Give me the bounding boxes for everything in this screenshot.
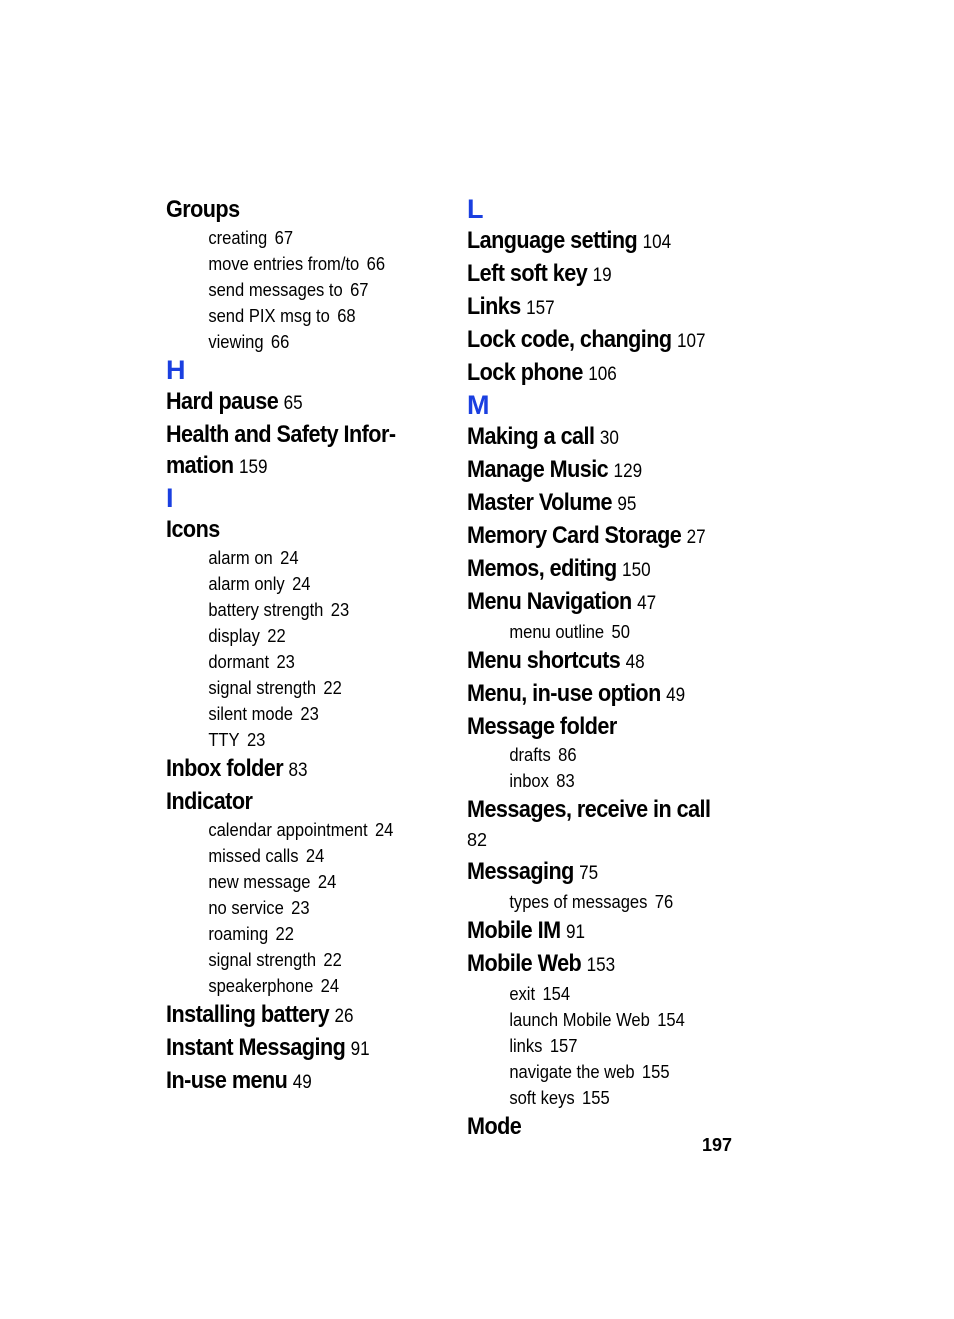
index-term: soft keys (509, 1088, 575, 1108)
index-page-ref: 24 (305, 846, 325, 866)
index-page-ref: 22 (323, 678, 342, 698)
index-page-ref: 24 (374, 820, 394, 840)
index-section-letter: I (166, 483, 174, 513)
index-page-ref: 24 (320, 976, 340, 996)
index-entry (467, 520, 737, 553)
index-entry (467, 454, 737, 487)
index-term: links (509, 1036, 543, 1056)
index-subentry (166, 303, 414, 329)
index-term: missed calls (208, 846, 299, 866)
index-entry (467, 1111, 737, 1142)
index-page-ref: 27 (686, 527, 706, 548)
index-page-ref: 91 (565, 922, 585, 943)
index-term: speakerphone (208, 976, 314, 996)
index-term: mation (166, 452, 234, 479)
index-entry (467, 915, 737, 948)
index-term: Making a call (467, 423, 595, 450)
index-term: Menu Navigation (467, 588, 632, 615)
index-page-ref: 106 (588, 364, 617, 385)
index-term: types of messages (509, 892, 648, 912)
index-page-ref: 19 (592, 265, 612, 286)
index-entry (166, 1065, 409, 1098)
index-subentry (166, 329, 414, 355)
index-page-ref: 75 (579, 863, 599, 884)
index-term: move entries from/to (208, 254, 360, 274)
index-subentry (166, 277, 414, 303)
index-entry (166, 419, 409, 450)
index-entry (467, 258, 737, 291)
index-page-ref: 150 (622, 560, 651, 581)
index-subentry (467, 1085, 743, 1111)
index-subentry (467, 742, 743, 768)
index-term: Messaging (467, 858, 574, 885)
index-entry (467, 487, 737, 520)
index-page-ref: 129 (613, 461, 643, 482)
index-term: TTY (208, 730, 240, 750)
index-subentry (467, 1033, 743, 1059)
index-term: battery strength (208, 600, 324, 620)
index-term: Memos, editing (467, 555, 617, 582)
index-term: Instant Messaging (166, 1034, 346, 1061)
index-entry (166, 753, 409, 786)
index-entry (467, 678, 737, 711)
index-page-ref: 153 (586, 955, 616, 976)
index-entry (467, 225, 737, 258)
index-term: Health and Safety Infor- (166, 421, 396, 448)
index-entry (166, 514, 409, 545)
index-entry-page: 82 (467, 830, 488, 850)
index-page-ref: 30 (599, 428, 619, 449)
index-entry (467, 357, 737, 390)
index-term: Menu, in-use option (467, 680, 661, 707)
index-term: drafts (509, 745, 551, 765)
index-entry (467, 291, 737, 324)
index-page-ref: 68 (337, 306, 356, 326)
index-page-ref: 83 (556, 771, 575, 791)
index-subentry (467, 1007, 743, 1033)
index-subentry (166, 675, 414, 701)
index-term: Installing battery (166, 1001, 330, 1028)
index-entry (166, 386, 409, 419)
index-term: Icons (166, 516, 220, 543)
index-page-ref: 155 (641, 1062, 670, 1082)
index-page-ref: 47 (637, 593, 657, 614)
index-term: creating (208, 228, 268, 248)
index-term: Message folder (467, 713, 617, 740)
index-term: roaming (208, 924, 269, 944)
index-entry (467, 645, 737, 678)
index-term: send PIX msg to (208, 306, 330, 326)
index-page-ref: 67 (274, 228, 294, 248)
index-subentry (467, 981, 743, 1007)
index-term: inbox (509, 771, 549, 791)
index-entry (467, 421, 737, 454)
index-subentry (166, 727, 414, 753)
index-page-ref: 48 (625, 652, 645, 673)
index-page-ref: 86 (558, 745, 577, 765)
index-page-ref: 91 (350, 1039, 370, 1060)
index-page-ref: 23 (300, 704, 319, 724)
index-page-ref: 22 (267, 626, 286, 646)
index-term: Menu shortcuts (467, 647, 621, 674)
index-term: Groups (166, 196, 240, 223)
index-term: silent mode (208, 704, 294, 724)
index-section-letter: H (166, 355, 186, 385)
index-entry (467, 948, 737, 981)
index-page-ref: 23 (291, 898, 310, 918)
index-entry (467, 553, 737, 586)
index-term: Links (467, 293, 521, 320)
index-subentry (166, 623, 414, 649)
index-entry (166, 1032, 409, 1065)
index-subentry (166, 947, 414, 973)
index-term: alarm only (208, 574, 285, 594)
index-term: display (208, 626, 260, 646)
index-term: viewing (208, 332, 264, 352)
index-page-ref: 154 (542, 984, 571, 1004)
index-subentry (166, 973, 414, 999)
index-page-ref: 24 (292, 574, 311, 594)
index-subentry (166, 869, 414, 895)
index-page-ref: 22 (323, 950, 342, 970)
index-term: Lock code, changing (467, 326, 672, 353)
index-term: menu outline (509, 622, 605, 642)
index-subentry (467, 1059, 743, 1085)
index-page-ref: 104 (642, 232, 672, 253)
index-term: Language setting (467, 227, 638, 254)
index-page-ref: 24 (317, 872, 337, 892)
index-page-ref: 23 (330, 600, 350, 620)
index-term: send messages to (208, 280, 343, 300)
index-page-ref: 66 (366, 254, 386, 274)
page-number: 197 (702, 1135, 733, 1155)
index-page-ref: 24 (280, 548, 299, 568)
index-entry (166, 786, 409, 817)
index-page-ref: 23 (246, 730, 266, 750)
index-term: Hard pause (166, 388, 279, 415)
index-term: Messages, receive in call (467, 796, 711, 823)
index-page-ref: 157 (526, 298, 555, 319)
index-term: In-use menu (166, 1067, 288, 1094)
index-page-ref: 67 (350, 280, 369, 300)
index-term: calendar appointment (208, 820, 368, 840)
index-section-letter: M (467, 390, 490, 420)
index-subentry (166, 895, 414, 921)
index-page-ref: 76 (654, 892, 674, 912)
index-subentry (166, 701, 414, 727)
index-term: new message (208, 872, 311, 892)
index-term: navigate the web (509, 1062, 635, 1082)
index-page-ref: 23 (276, 652, 295, 672)
index-entry (467, 711, 737, 742)
index-page-ref: 49 (292, 1072, 312, 1093)
index-column-right (467, 194, 767, 1142)
index-term: Inbox folder (166, 755, 284, 782)
index-subentry (467, 768, 743, 794)
index-term: Mobile IM (467, 917, 561, 944)
index-subentry (166, 817, 414, 843)
index-page-ref: 65 (283, 393, 303, 414)
index-entry (166, 194, 409, 225)
index-page-ref: 83 (288, 760, 308, 781)
index-page-ref: 95 (617, 494, 637, 515)
index-term: dormant (208, 652, 270, 672)
index-term: Manage Music (467, 456, 609, 483)
index-page-ref: 107 (676, 331, 706, 352)
index-term: signal strength (208, 678, 317, 698)
index-subentry (467, 889, 743, 915)
index-term: alarm on (208, 548, 273, 568)
index-page-ref: 159 (238, 457, 268, 478)
index-page-ref: 22 (275, 924, 294, 944)
index-subentry (166, 597, 414, 623)
index-page-ref: 154 (657, 1010, 685, 1030)
index-term: Left soft key (467, 260, 588, 287)
index-entry (166, 450, 409, 483)
index-subentry (166, 225, 414, 251)
index-entry (166, 999, 409, 1032)
index-subentry (166, 649, 414, 675)
index-page-ref: 50 (611, 622, 630, 642)
index-subentry (166, 545, 414, 571)
index-term: exit (509, 984, 536, 1004)
index-page-ref: 155 (582, 1088, 610, 1108)
index-page-ref: 157 (549, 1036, 578, 1056)
index-entry (467, 324, 737, 357)
index-term: signal strength (208, 950, 317, 970)
index-entry (467, 586, 737, 619)
index-section-letter: L (467, 194, 484, 224)
index-term: Mobile Web (467, 950, 582, 977)
index-term: Mode (467, 1113, 522, 1140)
index-term: Indicator (166, 788, 253, 815)
index-term: Memory Card Storage (467, 522, 682, 549)
index-term: Lock phone (467, 359, 583, 386)
index-term: no service (208, 898, 284, 918)
index-subentry (166, 921, 414, 947)
index-subentry (467, 619, 743, 645)
index-page-ref: 66 (270, 332, 290, 352)
index-entry (467, 856, 737, 889)
index-subentry (166, 843, 414, 869)
index-page-ref: 26 (334, 1006, 354, 1027)
index-term: Master Volume (467, 489, 613, 516)
index-column-left (166, 194, 436, 1098)
index-page-ref: 49 (666, 685, 686, 706)
index-subentry (166, 571, 414, 597)
index-subentry (166, 251, 414, 277)
index-entry (467, 794, 737, 825)
index-term: launch Mobile Web (509, 1010, 650, 1030)
